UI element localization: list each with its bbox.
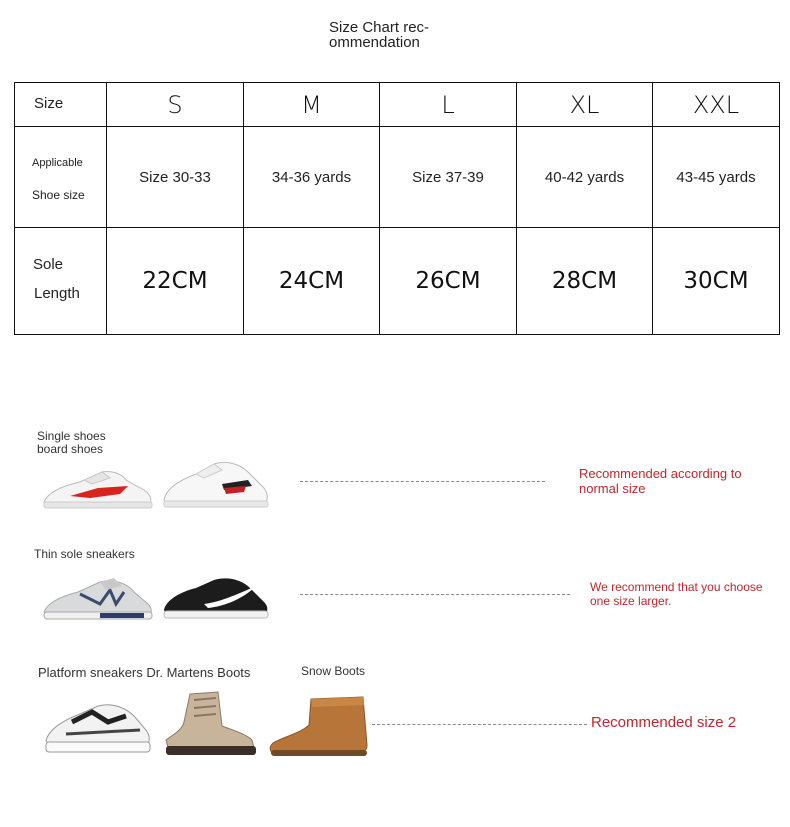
sole-length-xxl: 30CM (653, 228, 780, 335)
title-line-1: Size Chart rec- (329, 19, 430, 36)
section-label-thin-sole: Thin sole sneakers (34, 547, 135, 561)
size-chart-table (14, 82, 780, 335)
white-red-sneaker-image (40, 462, 155, 510)
recommendation-normal-size: Recommended according to normal size (579, 466, 742, 496)
shoe-size-s: Size 30-33 (107, 127, 244, 228)
table-row-shoe-size (15, 127, 780, 228)
sole-length-s: 22CM (107, 228, 244, 335)
size-header-cell (15, 83, 107, 127)
shoe-size-label: Shoe size (32, 188, 85, 202)
section-label-snow-boots: Snow Boots (301, 664, 366, 678)
size-m: M (244, 83, 380, 127)
snow-boot-image (267, 695, 373, 759)
shoe-size-m: 34-36 yards (244, 127, 380, 228)
applicable-header-cell (15, 127, 107, 228)
section-label-line-2: board shoes (37, 442, 104, 456)
size-xl: XL (517, 83, 653, 127)
shoe-size-xxl: 43-45 yards (653, 127, 780, 228)
sole-length-l: 26CM (380, 228, 517, 335)
table-row-sole-length (15, 228, 780, 335)
section-label-single-shoes (37, 430, 106, 456)
table-row-size (15, 83, 780, 127)
sole-length-xl: 28CM (517, 228, 653, 335)
grey-running-sneaker-image (40, 574, 155, 622)
sole-header-cell (15, 228, 107, 335)
dashed-connector-3 (372, 724, 587, 725)
shoe-size-xl: 40-42 yards (517, 127, 653, 228)
black-white-sneaker-image (160, 572, 272, 622)
dashed-connector-1 (300, 481, 545, 482)
section-label-platform-boots: Platform sneakers Dr. Martens Boots (38, 665, 251, 680)
shoe-size-l: Size 37-39 (380, 127, 517, 228)
dashed-connector-2 (300, 594, 570, 595)
page-title (329, 20, 429, 50)
applicable-label: Applicable (32, 157, 83, 169)
size-xxl: XXL (653, 83, 780, 127)
white-black-sneaker-image (160, 458, 272, 510)
platform-sneaker-image (42, 700, 154, 756)
sole-label: Sole (33, 256, 64, 273)
recommendation-one-size-larger: We recommend that you choose one size larger. (590, 580, 763, 608)
title-line-2: ommendation (329, 34, 420, 51)
sole-length-m: 24CM (244, 228, 380, 335)
recommendation-size-2: Recommended size 2 (591, 714, 737, 731)
size-label: Size (34, 95, 64, 112)
size-s: S (107, 83, 244, 127)
length-label: Length (34, 285, 80, 302)
section-label-line-1: Single shoes (37, 429, 106, 443)
size-l: L (380, 83, 517, 127)
martens-boot-image (160, 690, 260, 760)
